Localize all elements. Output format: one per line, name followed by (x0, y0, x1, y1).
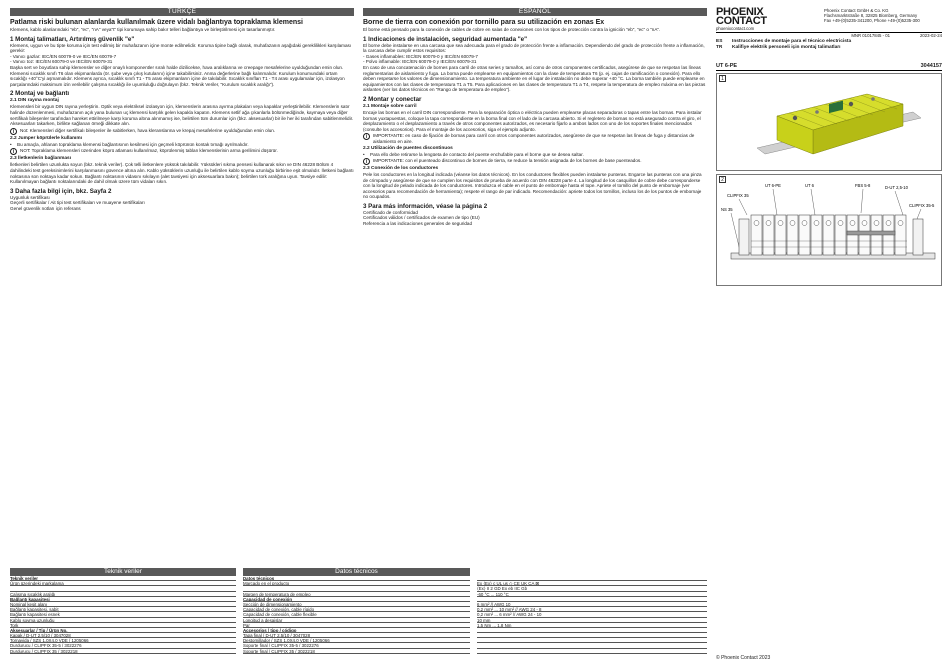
es-title: Borne de tierra con conexión por tornillo para su utilización en zonas Ex (363, 19, 605, 26)
tr-note-2: i NOT: Topraklama klemensleri üzerinden köprü atlaması kullanılmaz, köprülenmiş tablan klemenslerinin arma gerilimini düşürür. (10, 148, 354, 155)
bullet-icon: • (10, 141, 12, 147)
tech-row (477, 649, 707, 654)
tech-row: 1,5 Nm ... 1,8 Nm (477, 623, 707, 628)
tech-data-values (477, 568, 707, 654)
tech-row: Ex ⟨Ex⟩ c UL us ◇ CE UK CA ⊠ (477, 581, 707, 586)
document-date: 2023-02-24 (920, 33, 942, 38)
tech-row: 0,2 mm² ... 6 mm² // AWG 24 - 10 (477, 612, 707, 617)
label-ns35: NS 35 (721, 207, 733, 212)
company-address: Phoenix Contact GmbH & Co. KG Flachsmarktstraße 8, 32825 Blomberg, Germany Fax +49-(0)5235-341200, Phone +49-(0)5235-300 (824, 8, 920, 23)
tr-section-1-list-2: - Vanıcı toz: IEC/EN 60079-0 ve IEC/EN 60079-31 (10, 59, 113, 65)
tech-row: Aksesuarlar / Tip / Ürün No. (10, 628, 236, 633)
tech-row: Bağlantı kapasitesi esnek (10, 612, 236, 617)
es-section-1-text-2: En caso de una concatenación de bornes para carril de otras series y tamaños, así como de otros componentes certificados, asegúrese de que se respetan las líneas reglamentarias de aislamiento y fuga. La borna puede emplearse en equipamientos con la clase de temperatura T6 (p. ej. cajas de ramificación o conexión). Para ello deben respetarse los valores de dimensionamiento. La temperatura ambiente en el lugar de instalación no debe superar +40 °C. La borna también puede emplearse en equipamientos con las clases de temperatura T1 a T5. Para aplicaciones en las clases de temperatura T1 a T4, respete la temperatura de empleo máxima en las piezas aislantes (ver los datos técnicos en "Rango de temperatura de empleo"). (363, 64, 706, 93)
tr-bullet: • Bu amaçla, ahlanan topraklama klemensi bağlantısının kesilmesi için geçmeli köprünün kontak tırnağı ayrılmalıdır. (10, 141, 249, 147)
tech-row: Capacidad de conexión, cable rígido (243, 607, 470, 612)
es-section-2-2-title: 2.2 Utilización de puentes discontinuos (363, 145, 453, 151)
product-image (716, 73, 942, 171)
right-column (716, 8, 942, 286)
mnr-number: MNR 01017845 - 01 (851, 33, 891, 38)
tr-section-1-title: 1 Montaj talimatları, Artırılmış güvenlik "e" (10, 35, 135, 43)
language-index: ES Instrucciones de montaje para el técnico electricista TR Kalifiye elektrik personeli için montaj talimatları (716, 39, 852, 50)
info-icon: i (10, 148, 17, 155)
es-intro: El borne está pensado para la conexión de cables de cobre en salas de conexiones con los tipos de protección contra la ignición "eb", "ec" o "nA". (363, 27, 661, 32)
tr-section-1-list-1: - Vanıcı gazlar: IEC/EN 60079-0 ve IEC/EN 60079-7 (10, 53, 117, 59)
tr-intro: Klemens, kablo alanlarındaki "eb", "ec", "nA" veya"t" tipi korumaya sahip bakır telleri bağlantıya ve birleştirilmesi için tasarlanmıştır. (10, 27, 276, 32)
turkish-column (10, 8, 354, 211)
tech-row: Bağlantı kapasitesi (10, 597, 236, 602)
tech-row: 0,2 mm² ... 10 mm² // AWG 24 - 8 (477, 607, 707, 612)
tech-row: Kapak / D-UT 2,5/10 / 3047028 (10, 633, 236, 638)
tech-row: Capacidad de conexión (243, 597, 470, 602)
es-section-2-3-text: Pele los conductores en la longitud indicada (véanse los datos técnicos). En los conductores flexibles pueden instalarse punteras. Engarce las punteras con una pinza de crimpado y asegúrese de que se cumplen los requisitos de prueba de acuerdo con DIN 46228 parte 4. La longitud de los casquillos de cobre debe corresponderse con la longitud de pelado indicada de los conductores. Introduzca el cable en el punto de embornaje hasta el tope. Apriete el tornillo del punto de embornaje (ver accesorios para recomendación de herramienta); respete el rango de par indicado. Recomendación: apriete todos los tornillos, incluso los de los puntos de embornaje no ocupados. (363, 172, 702, 200)
es-note-2: i IMPORTANTE: con el puenteado discontinuo de bornes de tierra, se reduce la tensión asignada de los bornes de base puenteados. (363, 158, 707, 165)
tech-row: Tapa final / D-UT 2,5/10 / 3047028 (243, 633, 470, 638)
label-clipfix-35-5: CLIPFIX 35-5 (909, 203, 935, 208)
tech-row: Kablo soyma uzunluğu (10, 618, 236, 623)
es-section-1-list-2: - Polvo inflamable: IEC/EN 60079-0 y IEC/EN 60079-31 (363, 59, 477, 65)
es-section-2-1-text: Encaje las bornas en el carril DIN correspondiente. Para la separación óptica o eléctrica pueden emplearse placas separadoras o tapas entre las bornas. Para instalar bornas yuxtapuestas, coloque la tapa correspondiente en la borna final con el lado de la carcasa abierto. Si el regletero de bornas no está asegurado contra el giro, el desplazamiento o el desplazamiento a través de otros componentes autorizados, es necesario fijarlo a ambos lados con uno de los soportes finales mencionados (consulte los accesorios). Para el montaje de los accesorios, siga el ejemplo adjunto. (363, 109, 702, 132)
tech-row: Soporte final / CLIPFIX 35 / 3022218 (243, 649, 470, 654)
tech-row: Margen de temperatura de empleo (243, 592, 470, 597)
info-icon: i (363, 158, 370, 165)
logo-url: phoenixcontact.com (716, 26, 755, 31)
es-note-1: i IMPORTANTE: en caso de fijación de bornas para carril con otros componentes autorizados, asegúrese de que se respetan las líneas de fuga y distancias de aislamiento en aire. (363, 133, 707, 144)
tech-row: Nominal kesit alanı (10, 602, 236, 607)
tr-section-2-3-text: İletkenleri belirtilen uzunlukta soyun (bkz. teknik veriler). Çok telli iletkenlere yüksük takılabilir. Yüksükleri sıkma pensesi kullanarak sıkın ve DIN 46228 Bölüm 4 dahilindeki test gereksinimlerini karşılanmasını güvence altına alın. Kablo yüksüklerin uzunluğu ile belirtilen kablo soyma uzunluğu birbirine eşit olmalıdır. İletkeni bağlantı noktasına son noktaya kadar sokun. Bağlantı noktasının vidasını sıkılayın (alet tavsiyesi için aksesuarlara bakın); belirtilen tork aralığına uyun. Tavsiye edilir: Kullanılmayan bağlantı noktalarındaki de dahil olmak üzere tüm vidaları sıkın. (10, 162, 354, 185)
product-name: UT 6-PE (716, 63, 738, 69)
es-section-3-item-2: Certificados válidos / certificados de examen de tipo (EU) (363, 215, 480, 221)
figure-number-1: 1 (719, 75, 726, 82)
tr-title: Patlama riski bulunan alanlarda kullanılmak üzere vidalı bağlantıya topraklama klemensi (10, 19, 303, 26)
es-bullet: • Para ello debe retirarse la lengüeta de contacto del puente enchufable para el borne que se desea saltar. (363, 151, 584, 157)
es-section-1-list-1: - Gases inflamables: IEC/EN 60079-0 y IEC/EN 60079-7 (363, 53, 478, 59)
tech-row: Longitud a desaislar (243, 618, 470, 623)
tech-row: Teknik veriler (10, 576, 236, 581)
tech-row: Durdurucu / CLIPFIX 35 / 3022218 (10, 649, 236, 654)
tr-section-2-title: 2 Montaj ve bağlantı (10, 90, 70, 98)
es-section-3-title: 3 Para más información, véase la página 2 (363, 203, 488, 211)
tr-section-2-1-text: Klemensleri bir uygun DIN rayına yerleştirin. Optik veya elektriksel izolasyon için, klemenslerin arasına ayırma plakaları veya kapaklar yerleştirilebilir. Klemenslerin satır halinde düzenlenmesi, muhafazanın açık yana bulunan uç klemensi karşılık gelen kapakla kapatın. Klemens setlif ağa çıkanlarla bölünmediğinde, kaymaya veya diğer sertifikalı bileşenler tarafından hareket ettirilmeye karşı koruma altına alınmamış ise, belirtilen tüm durumlar için (bkz. aksesuarlar) bir ile her iki tarafından sabitlenmelidir. Aksesuarları takarken, birlikte sağlanan örneği dikkate alın. (10, 104, 354, 127)
tech-rows-values (477, 576, 707, 654)
header-row (716, 8, 942, 33)
figure-number-2: 2 (719, 176, 726, 183)
tech-data-turkish (10, 568, 236, 654)
label-ut6: UT 6 (805, 183, 814, 188)
tr-section-1-text: Klemens, uygun ve bu tipte koruma için test edilmiş bir muhafazanın içine monte edilmelidir. Koruma tipine bağlı olarak, muhafazanın aşağıdaki gereklilikleri karşılaması gerekir: (10, 42, 352, 54)
tr-section-3-item-2: Geçerli sertifikalar / Ait tipi test sertifikaları ve muayene sertifikaları (10, 200, 145, 206)
spanish-column (363, 8, 707, 226)
language-bar-spanish: ESPAÑOL (363, 8, 707, 16)
label-fbs: FBS 5-8 (855, 183, 871, 188)
tech-row: -60 °C ... 110 °C (477, 592, 707, 597)
tech-rows-turkish (10, 576, 236, 654)
tech-row: Accesorios / tipo / código (243, 628, 470, 633)
copyright: © Phoenix Contact 2023 (716, 655, 771, 661)
info-icon: i (10, 128, 17, 135)
tech-row: 6 mm² // AWG 10 (477, 602, 707, 607)
assembly-drawing (716, 174, 942, 286)
tr-section-3-item-3: Genel güvenlik notları için referans (10, 205, 81, 211)
tech-row: Durdurucu / CLIPFIX 35-5 / 3022276 (10, 643, 236, 648)
tech-row: Sección de dimensionamiento (243, 602, 470, 607)
tech-row: Tork (10, 623, 236, 628)
language-bar-turkish: TÜRKÇE (10, 8, 354, 16)
es-section-2-3-title: 2.3 Conexión de los conductores (363, 166, 439, 172)
tr-section-2-3-title: 2.3 İletkenlerin bağlanması (10, 156, 72, 162)
tech-row: Marcado en el producto (243, 581, 470, 586)
tech-row: Bağlantı kapasitesi, sabit (10, 607, 236, 612)
tech-row: Ürün üzerindeki markalama (10, 581, 236, 586)
es-section-3-item-1: Certificado de conformidad (363, 210, 418, 216)
product-row (716, 63, 942, 71)
label-dut: D-UT 2,5-10 (885, 185, 908, 190)
tr-section-1-text-2: Başka sert ve boyutlara sahip klemensler ve diğer onaylı komponentler sıralı halde dizilicekse, hava aralıklarına ve creepage mesafelerine uyulduğundan emin olun. Klemensi sıcaklık sınıfı T6 olan ekipmanlarda (ör. şube veya çıkış kutularını) içine takabilirsiniz. Anma değerlerine bağlı kalınmalıdır. Kurulum konumundaki ortam sıcaklığı +40°C'yi aşmamalıdır. Klemens ayrıca, sıcaklık sınıfı T1 - T5 arası ekipmanların içine de takılabilir. Sıcaklık sınıfları T1 - T4 arası uygulamalar için, izolasyon parçalarındaki maksimum izin verilebilir çalışma sıcaklığı ile uyumluluğu doğrulayın (bkz. Teknik Veriler, "Kurulum sıcaklık aralığı"). (10, 64, 345, 87)
tech-rows-spanish (243, 576, 470, 654)
tech-row: ⟨Ex⟩ II 2 GD Ex eb IIC Gb (477, 586, 707, 591)
es-section-1-text: El borne debe instalarse en una carcasa que sea adecuada para el grado de protección frente a inflamación. Dependiendo del grado de protección frente a inflamación, la carcasa debe cumplir estos requisitos: (363, 42, 705, 54)
assembly-diagram (717, 175, 941, 285)
tech-row: Tornavida / SZS 1,0X4,0 VDE / 1205066 (10, 638, 236, 643)
label-ut6-pe: UT 6-PE (765, 183, 781, 188)
tech-bar-values (477, 568, 707, 576)
tech-row: Capacidad de conexión, cable flexible (243, 612, 470, 617)
tr-section-3-title: 3 Daha fazla bilgi için, bkz. Sayfa 2 (10, 187, 112, 195)
article-number: 3044157 (920, 63, 942, 69)
tech-row: Soporte final / CLIPFIX 35-5 / 3022276 (243, 643, 470, 648)
tr-note-1: i Not: Klemensleri diğer sertifikalı bileşenler ile sabitlerken, hava kleranslarına ve krepaj mesafelerine uyulduğundan emin olun. (10, 128, 354, 135)
tech-row: Datos técnicos (243, 576, 470, 581)
phoenix-contact-logo: PHOENIX CONTACT (716, 6, 767, 27)
tech-row: Par (243, 623, 470, 628)
tech-bar-spanish: Datos técnicos (243, 568, 470, 576)
info-icon: i (363, 133, 370, 140)
tech-row: 10 mm (477, 618, 707, 623)
tr-section-2-1-title: 2.1 DIN rayına montaj (10, 98, 59, 104)
document-meta (716, 33, 942, 38)
tech-row: Destornillador / SZS 1,0X4,0 VDE / 1205066 (243, 638, 470, 643)
label-clipfix-35: CLIPFIX 35 (727, 193, 749, 198)
tech-row: Çalışma sıcaklık aralığı (10, 592, 236, 597)
tr-section-3-item-1: Uygunluk sertifikası (10, 194, 50, 200)
es-section-3-item-3: Referencia a las indicaciones generales de seguridad (363, 220, 473, 226)
es-section-2-title: 2 Montar y conectar (363, 95, 422, 103)
tr-section-2-2-title: 2.2 Jumper köprülerle kullanımı (10, 135, 82, 141)
es-section-2-1-title: 2.1 Montaje sobre carril (363, 103, 417, 109)
tech-bar-turkish: Teknik veriler (10, 568, 236, 576)
bullet-icon: • (363, 151, 365, 157)
terminal-block-illustration (717, 74, 941, 170)
tech-data-spanish (243, 568, 470, 654)
es-section-1-title: 1 Indicaciones de instalación, seguridad aumentada "e" (363, 35, 528, 43)
